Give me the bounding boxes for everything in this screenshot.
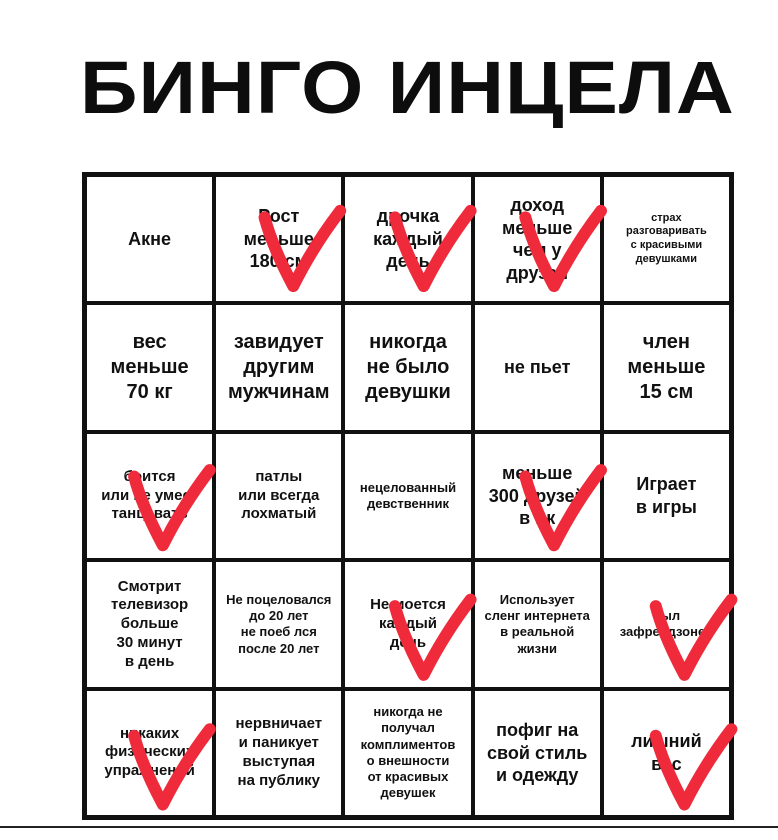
page-title: БИНГО ИНЦЕЛА [80, 46, 735, 129]
cell-label: вес меньше 70 кг [110, 331, 189, 404]
cell-label: Играет в игры [635, 474, 697, 517]
bingo-cell-13[interactable] [343, 432, 472, 560]
cell-label: патлы или всегда лохматый [238, 467, 320, 523]
bingo-cell-16[interactable] [85, 560, 214, 688]
cell-label: страх разговаривать с красивыми девушками [626, 211, 707, 265]
bingo-cell-18[interactable] [343, 560, 472, 688]
cell-label: Акне [128, 228, 172, 249]
cell-label: Не поцеловался до 20 лет не поеб лся после 20 лет [226, 591, 332, 656]
bingo-cell-22[interactable] [214, 689, 343, 817]
cell-label: завидует другим мужчинам [228, 331, 330, 404]
cell-label: был зафрендзонен [619, 608, 714, 640]
cell-label: Использует сленг интернета в реальной жизни [484, 591, 590, 656]
bingo-cell-6[interactable] [85, 303, 214, 431]
cell-label: лишний вес [631, 731, 702, 774]
bingo-cell-3[interactable] [343, 175, 472, 303]
cell-label: Смотрит телевизор больше 30 минут в день [110, 577, 189, 670]
bingo-cell-25[interactable] [602, 689, 731, 817]
bingo-cell-11[interactable] [85, 432, 214, 560]
cell-label: дрочка каждый день [373, 206, 443, 272]
cell-label: Рост меньше 180 см [243, 206, 314, 272]
cell-label: Не моется каждый день [370, 596, 446, 651]
bingo-cell-8[interactable] [343, 303, 472, 431]
bingo-cell-7[interactable] [214, 303, 343, 431]
bingo-cell-10[interactable] [602, 303, 731, 431]
cell-label: боится или не умеет танцевать [101, 467, 198, 523]
cell-label: член меньше 15 см [627, 331, 706, 404]
bingo-cell-4[interactable] [473, 175, 602, 303]
bingo-cell-20[interactable] [602, 560, 731, 688]
bingo-cell-17[interactable] [214, 560, 343, 688]
cell-label: меньше 300 друзей в вк [488, 463, 586, 529]
cell-label: никогда не было девушки [365, 331, 451, 404]
bingo-cell-23[interactable] [343, 689, 472, 817]
bingo-cell-24[interactable] [473, 689, 602, 817]
bingo-cell-9[interactable] [473, 303, 602, 431]
bingo-cell-14[interactable] [473, 432, 602, 560]
bingo-board [82, 172, 734, 820]
cell-label: доход меньше чем у друзей [502, 195, 573, 283]
cell-label: нецелованный девственник [359, 479, 457, 511]
bingo-cell-2[interactable] [214, 175, 343, 303]
cell-label: никаких физических упражнений [104, 724, 195, 780]
cell-label: нервничает и паникует выступая на публику [235, 715, 323, 789]
cell-label: пофиг на свой стиль и одежду [487, 720, 588, 786]
cell-label: не пьет [503, 357, 571, 378]
bingo-cell-12[interactable] [214, 432, 343, 560]
bingo-cell-21[interactable] [85, 689, 214, 817]
bingo-cell-1[interactable] [85, 175, 214, 303]
top-band [0, 0, 778, 40]
bingo-cell-15[interactable] [602, 432, 731, 560]
bingo-cell-19[interactable] [473, 560, 602, 688]
bingo-cell-5[interactable] [602, 175, 731, 303]
cell-label: никогда не получал комплиментов о внешности от красивых девушек [360, 704, 456, 801]
